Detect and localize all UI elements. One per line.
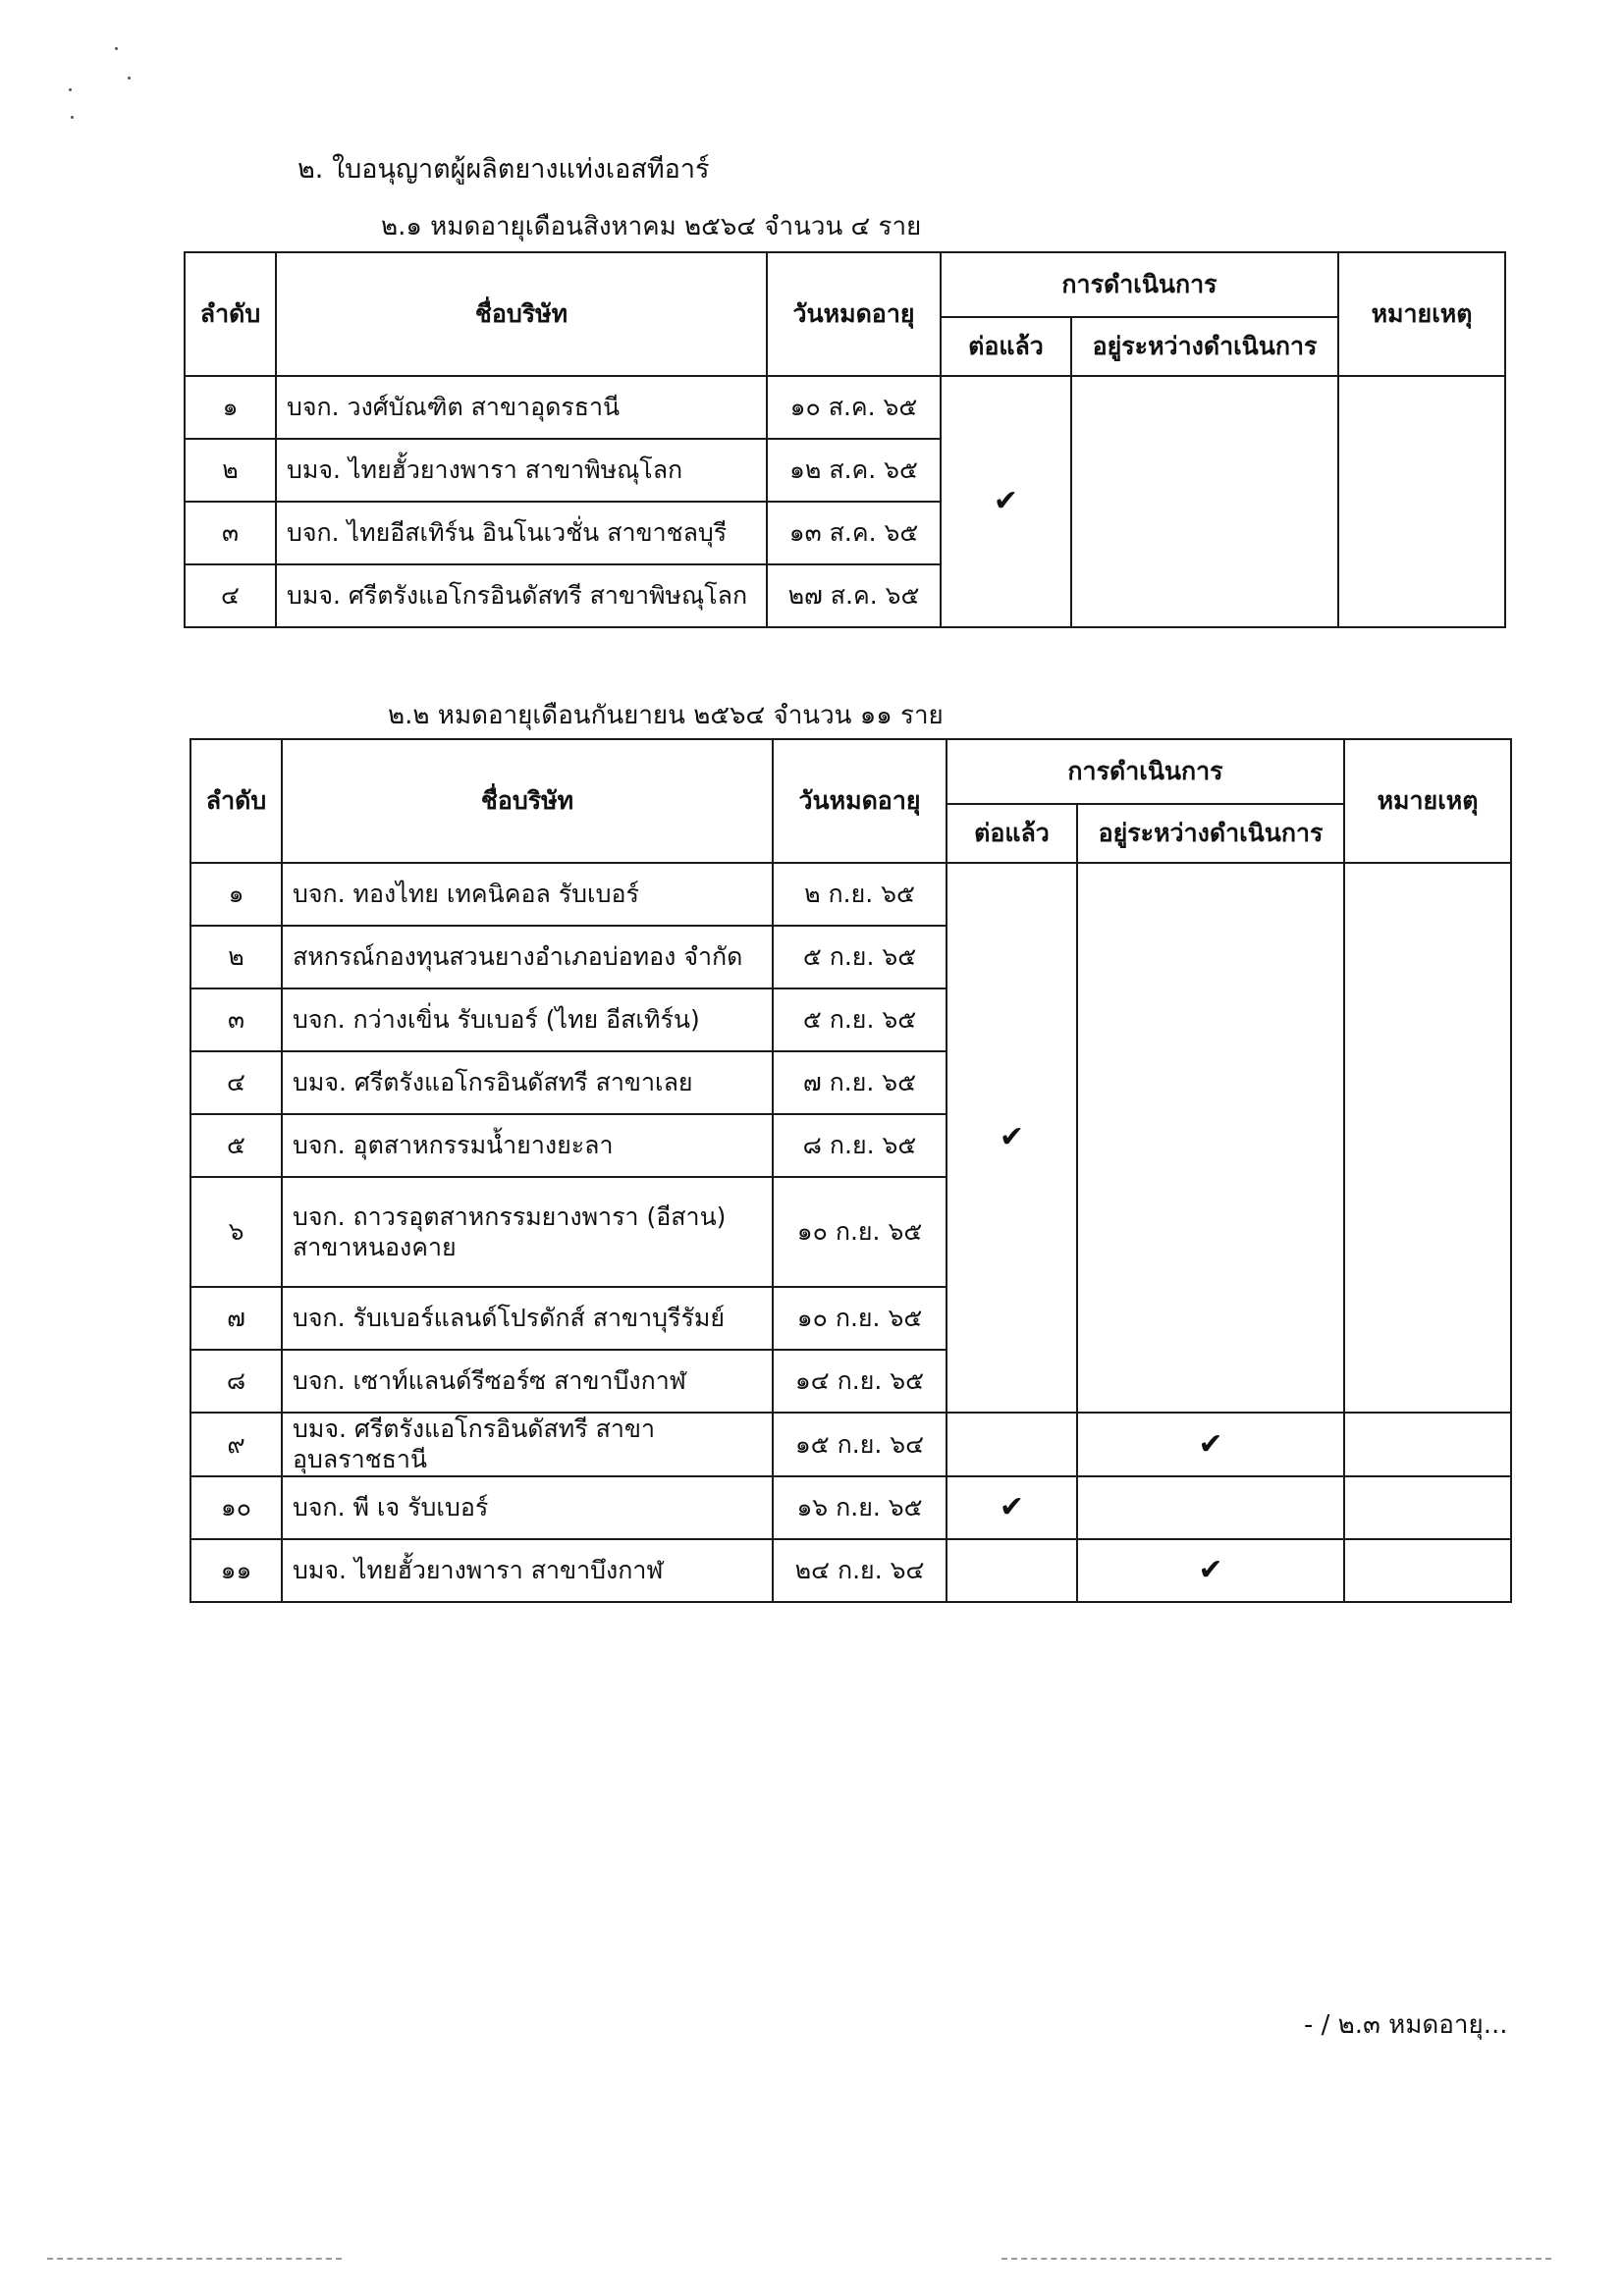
expiry-date: ๑๔ ก.ย. ๖๕ [773,1350,947,1413]
column-header-remark: หมายเหตุ [1344,739,1511,863]
row-number: ๗ [190,1287,282,1350]
renewed-cell [947,1539,1077,1602]
company-name: บมจ. ศรีตรังแอโกรอินดัสทรี สาขาอุบลราชธานี [282,1413,773,1476]
scan-speck [115,47,118,50]
expiry-date: ๕ ก.ย. ๖๕ [773,988,947,1051]
row-number: ๒ [185,439,276,502]
renewed-cell [947,1476,1077,1539]
column-header-in-progress: อยู่ระหว่างดำเนินการ [1077,804,1344,863]
scan-speck [69,88,72,91]
expiry-date: ๗ ก.ย. ๖๕ [773,1051,947,1114]
expiry-date: ๕ ก.ย. ๖๕ [773,926,947,988]
row-number: ๘ [190,1350,282,1413]
row-number: ๑๑ [190,1539,282,1602]
remark-cell [1338,376,1505,627]
row-number: ๑๐ [190,1476,282,1539]
company-name: บจก. อุตสาหกรรมน้ำยางยะลา [282,1114,773,1177]
check-mark-icon: ✔ [993,484,1019,519]
in-progress-cell [1071,376,1338,627]
column-header-expiry: วันหมดอายุ [773,739,947,863]
in-progress-cell [1077,1539,1344,1602]
next-page-reference: - / ๒.๓ หมดอายุ... [1304,2010,1508,2040]
expiry-date: ๒๔ ก.ย. ๖๔ [773,1539,947,1602]
company-name: บจก. ถาวรอุตสาหกรรมยางพารา (อีสาน) สาขาหนองคาย [282,1177,773,1287]
scan-speck [71,116,74,119]
remark-cell [1344,1413,1511,1476]
row-number: ๑ [190,863,282,926]
row-number: ๓ [185,502,276,564]
table-row [190,863,1511,926]
scan-speck [128,77,131,80]
company-name: บจก. กว่างเขิ่น รับเบอร์ (ไทย อีสเทิร์น) [282,988,773,1051]
expiry-date: ๑๓ ส.ค. ๖๕ [767,502,941,564]
column-header-in-progress: อยู่ระหว่างดำเนินการ [1071,317,1338,376]
scan-edge-line [1001,2258,1551,2260]
column-header-company: ชื่อบริษัท [276,252,767,376]
license-table-august [184,251,1506,628]
company-name: บมจ. ศรีตรังแอโกรอินดัสทรี สาขาพิษณุโลก [276,564,767,627]
column-header-company: ชื่อบริษัท [282,739,773,863]
remark-cell [1344,863,1511,1413]
check-mark-icon: ✔ [999,1489,1025,1524]
company-name: บมจ. ศรีตรังแอโกรอินดัสทรี สาขาเลย [282,1051,773,1114]
table-2-heading: ๒.๒ หมดอายุเดือนกันยายน ๒๕๖๔ จำนวน ๑๑ ราย [388,701,944,730]
column-header-action: การดำเนินการ [941,252,1338,317]
expiry-date: ๑๐ ส.ค. ๖๕ [767,376,941,439]
column-header-renewed: ต่อแล้ว [947,804,1077,863]
expiry-date: ๑๐ ก.ย. ๖๕ [773,1287,947,1350]
check-mark-icon: ✔ [1198,1552,1223,1587]
expiry-date: ๒๗ ส.ค. ๖๕ [767,564,941,627]
company-name: บจก. พี เจ รับเบอร์ [282,1476,773,1539]
row-number: ๖ [190,1177,282,1287]
in-progress-cell [1077,863,1344,1413]
renewed-cell [941,376,1071,627]
company-name: บมจ. ไทยฮั้วยางพารา สาขาพิษณุโลก [276,439,767,502]
table-row [185,376,1505,439]
table-1-heading: ๒.๑ หมดอายุเดือนสิงหาคม ๒๕๖๔ จำนวน ๔ ราย [381,212,922,241]
remark-cell [1344,1476,1511,1539]
company-name: บจก. รับเบอร์แลนด์โปรดักส์ สาขาบุรีรัมย์ [282,1287,773,1350]
expiry-date: ๑๐ ก.ย. ๖๕ [773,1177,947,1287]
column-header-renewed: ต่อแล้ว [941,317,1071,376]
in-progress-cell [1077,1476,1344,1539]
scan-edge-line [47,2258,342,2260]
license-table-september [189,738,1512,1603]
company-name: บจก. ทองไทย เทคนิคอล รับเบอร์ [282,863,773,926]
expiry-date: ๑๒ ส.ค. ๖๕ [767,439,941,502]
column-header-action: การดำเนินการ [947,739,1344,804]
company-name: บจก. เซาท์แลนด์รีซอร์ซ สาขาบึงกาฬ [282,1350,773,1413]
row-number: ๔ [190,1051,282,1114]
column-header-no: ลำดับ [185,252,276,376]
expiry-date: ๑๕ ก.ย. ๖๔ [773,1413,947,1476]
company-name: บมจ. ไทยฮั้วยางพารา สาขาบึงกาฬ [282,1539,773,1602]
column-header-expiry: วันหมดอายุ [767,252,941,376]
row-number: ๕ [190,1114,282,1177]
row-number: ๒ [190,926,282,988]
company-name: สหกรณ์กองทุนสวนยางอำเภอบ่อทอง จำกัด [282,926,773,988]
column-header-no: ลำดับ [190,739,282,863]
in-progress-cell [1077,1413,1344,1476]
section-title: ๒. ใบอนุญาตผู้ผลิตยางแท่งเอสทีอาร์ [298,154,710,185]
row-number: ๓ [190,988,282,1051]
row-number: ๙ [190,1413,282,1476]
expiry-date: ๑๖ ก.ย. ๖๕ [773,1476,947,1539]
remark-cell [1344,1539,1511,1602]
table-row [190,1539,1511,1602]
expiry-date: ๘ ก.ย. ๖๕ [773,1114,947,1177]
row-number: ๑ [185,376,276,439]
column-header-remark: หมายเหตุ [1338,252,1505,376]
expiry-date: ๒ ก.ย. ๖๕ [773,863,947,926]
company-name: บจก. ไทยอีสเทิร์น อินโนเวชั่น สาขาชลบุรี [276,502,767,564]
row-number: ๔ [185,564,276,627]
check-mark-icon: ✔ [999,1120,1025,1155]
check-mark-icon: ✔ [1198,1426,1223,1462]
renewed-cell [947,1413,1077,1476]
company-name: บจก. วงศ์บัณฑิต สาขาอุดรธานี [276,376,767,439]
table-row [190,1413,1511,1476]
table-row [190,1476,1511,1539]
renewed-cell [947,863,1077,1413]
